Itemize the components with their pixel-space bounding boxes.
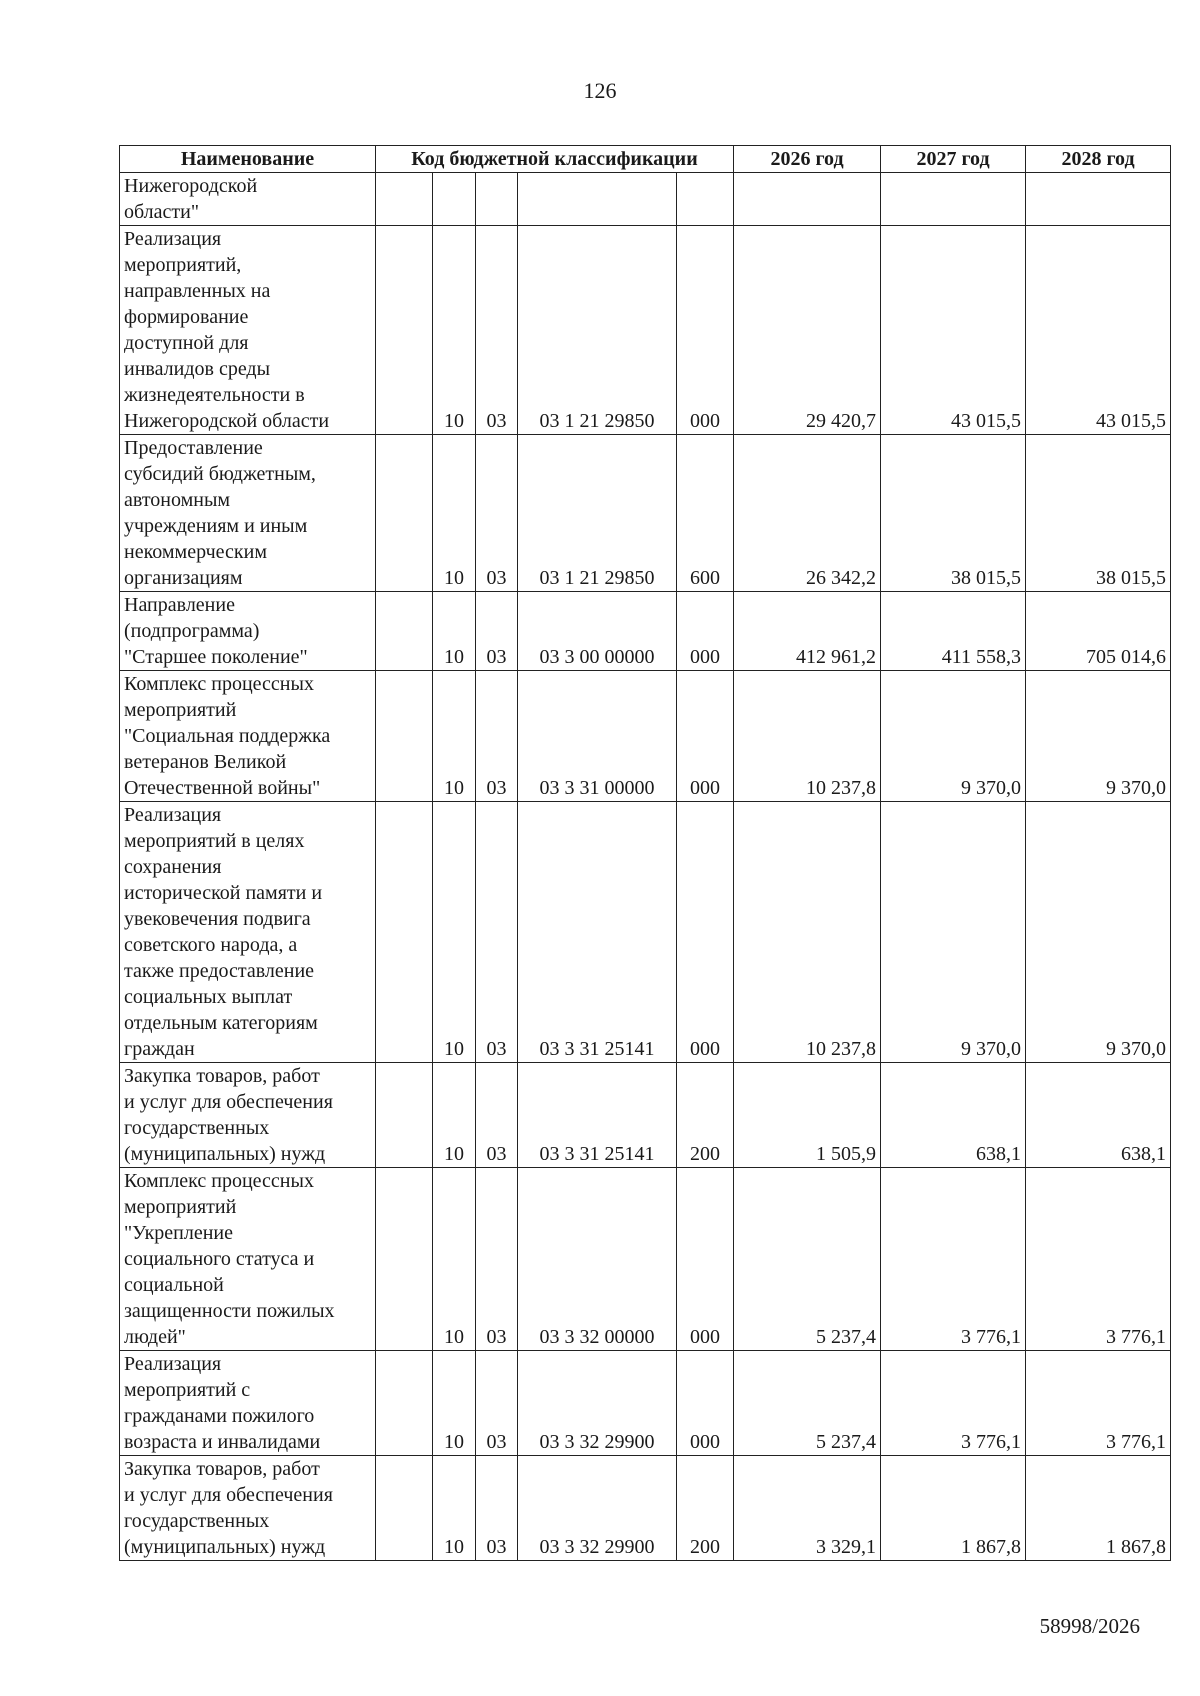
code-part-1 <box>376 173 433 226</box>
code-section: 10 <box>433 802 476 1063</box>
amount-2027 <box>881 173 1026 226</box>
header-2028: 2028 год <box>1026 146 1171 173</box>
table-row <box>120 1456 1171 1561</box>
amount-2028: 3 776,1 <box>1026 1351 1171 1456</box>
table-body <box>120 173 1171 1561</box>
code-section: 10 <box>433 226 476 435</box>
item-name: Комплекс процессных мероприятий "Социальная поддержка ветеранов Великой Отечественной войны" <box>120 671 376 802</box>
code-target-article: 03 3 32 29900 <box>518 1456 677 1561</box>
amount-2028: 705 014,6 <box>1026 592 1171 671</box>
code-section: 10 <box>433 671 476 802</box>
amount-2027: 411 558,3 <box>881 592 1026 671</box>
page-number: 126 <box>583 78 617 103</box>
table-row <box>120 435 1171 592</box>
code-target-article: 03 3 31 00000 <box>518 671 677 802</box>
item-name: Реализация мероприятий с гражданами пожилого возраста и инвалидами <box>120 1351 376 1456</box>
table-row <box>120 1168 1171 1351</box>
document-number: 58998/2026 <box>1039 1614 1140 1638</box>
code-section: 10 <box>433 1351 476 1456</box>
table-row <box>120 226 1171 435</box>
code-part-1 <box>376 671 433 802</box>
amount-2028: 1 867,8 <box>1026 1456 1171 1561</box>
code-target-article: 03 1 21 29850 <box>518 435 677 592</box>
header-name: Наименование <box>120 146 376 173</box>
amount-2026: 10 237,8 <box>734 671 881 802</box>
code-expense-type: 200 <box>677 1063 734 1168</box>
code-section: 10 <box>433 592 476 671</box>
code-expense-type: 000 <box>677 592 734 671</box>
code-expense-type: 000 <box>677 1351 734 1456</box>
budget-table <box>119 145 1171 1561</box>
code-target-article <box>518 173 677 226</box>
amount-2028: 38 015,5 <box>1026 435 1171 592</box>
code-subsection <box>476 173 518 226</box>
amount-2027: 9 370,0 <box>881 802 1026 1063</box>
header-row <box>120 146 1171 173</box>
item-name: Реализация мероприятий в целях сохранения исторической памяти и увековечения подвига советского народа, а также предоставление социальных выплат отдельным категориям граждан <box>120 802 376 1063</box>
item-name: Закупка товаров, работ и услуг для обеспечения государственных (муниципальных) нужд <box>120 1063 376 1168</box>
table-row <box>120 592 1171 671</box>
code-target-article: 03 3 31 25141 <box>518 1063 677 1168</box>
item-name: Комплекс процессных мероприятий "Укрепление социального статуса и социальной защищенности пожилых людей" <box>120 1168 376 1351</box>
item-name: Направление (подпрограмма) "Старшее поколение" <box>120 592 376 671</box>
code-subsection: 03 <box>476 1351 518 1456</box>
table-row <box>120 173 1171 226</box>
item-name: Предоставление субсидий бюджетным, автономным учреждениям и иным некоммерческим организациям <box>120 435 376 592</box>
amount-2028: 43 015,5 <box>1026 226 1171 435</box>
code-subsection: 03 <box>476 671 518 802</box>
amount-2027: 43 015,5 <box>881 226 1026 435</box>
code-subsection: 03 <box>476 1168 518 1351</box>
code-section <box>433 173 476 226</box>
code-target-article: 03 1 21 29850 <box>518 226 677 435</box>
code-part-1 <box>376 1063 433 1168</box>
code-target-article: 03 3 32 00000 <box>518 1168 677 1351</box>
code-section: 10 <box>433 1063 476 1168</box>
code-subsection: 03 <box>476 1456 518 1561</box>
table-row <box>120 802 1171 1063</box>
code-expense-type: 000 <box>677 1168 734 1351</box>
amount-2027: 3 776,1 <box>881 1168 1026 1351</box>
amount-2027: 38 015,5 <box>881 435 1026 592</box>
code-part-1 <box>376 1351 433 1456</box>
code-expense-type: 000 <box>677 802 734 1063</box>
table-row <box>120 671 1171 802</box>
code-expense-type: 600 <box>677 435 734 592</box>
code-subsection: 03 <box>476 435 518 592</box>
amount-2028: 9 370,0 <box>1026 802 1171 1063</box>
code-part-1 <box>376 1168 433 1351</box>
item-name: Закупка товаров, работ и услуг для обеспечения государственных (муниципальных) нужд <box>120 1456 376 1561</box>
code-expense-type: 000 <box>677 671 734 802</box>
code-expense-type <box>677 173 734 226</box>
amount-2028: 9 370,0 <box>1026 671 1171 802</box>
table-row <box>120 1351 1171 1456</box>
header-2026: 2026 год <box>734 146 881 173</box>
code-expense-type: 200 <box>677 1456 734 1561</box>
amount-2027: 638,1 <box>881 1063 1026 1168</box>
amount-2026: 1 505,9 <box>734 1063 881 1168</box>
code-expense-type: 000 <box>677 226 734 435</box>
code-section: 10 <box>433 435 476 592</box>
code-part-1 <box>376 435 433 592</box>
code-part-1 <box>376 592 433 671</box>
amount-2026: 5 237,4 <box>734 1168 881 1351</box>
amount-2026: 5 237,4 <box>734 1351 881 1456</box>
table-row <box>120 1063 1171 1168</box>
code-target-article: 03 3 31 25141 <box>518 802 677 1063</box>
item-name: Нижегородской области" <box>120 173 376 226</box>
amount-2027: 9 370,0 <box>881 671 1026 802</box>
amount-2026: 26 342,2 <box>734 435 881 592</box>
code-subsection: 03 <box>476 592 518 671</box>
amount-2026: 3 329,1 <box>734 1456 881 1561</box>
code-subsection: 03 <box>476 802 518 1063</box>
code-part-1 <box>376 1456 433 1561</box>
amount-2026: 10 237,8 <box>734 802 881 1063</box>
amount-2027: 3 776,1 <box>881 1351 1026 1456</box>
code-target-article: 03 3 00 00000 <box>518 592 677 671</box>
amount-2026: 412 961,2 <box>734 592 881 671</box>
amount-2027: 1 867,8 <box>881 1456 1026 1561</box>
amount-2026 <box>734 173 881 226</box>
code-part-1 <box>376 226 433 435</box>
amount-2028 <box>1026 173 1171 226</box>
header-2027: 2027 год <box>881 146 1026 173</box>
code-part-1 <box>376 802 433 1063</box>
item-name: Реализация мероприятий, направленных на формирование доступной для инвалидов среды жизнедеятельности в Нижегородской области <box>120 226 376 435</box>
amount-2028: 3 776,1 <box>1026 1168 1171 1351</box>
code-subsection: 03 <box>476 1063 518 1168</box>
code-section: 10 <box>433 1456 476 1561</box>
code-subsection: 03 <box>476 226 518 435</box>
header-budget-code: Код бюджетной классификации <box>376 146 734 173</box>
amount-2028: 638,1 <box>1026 1063 1171 1168</box>
code-section: 10 <box>433 1168 476 1351</box>
amount-2026: 29 420,7 <box>734 226 881 435</box>
code-target-article: 03 3 32 29900 <box>518 1351 677 1456</box>
